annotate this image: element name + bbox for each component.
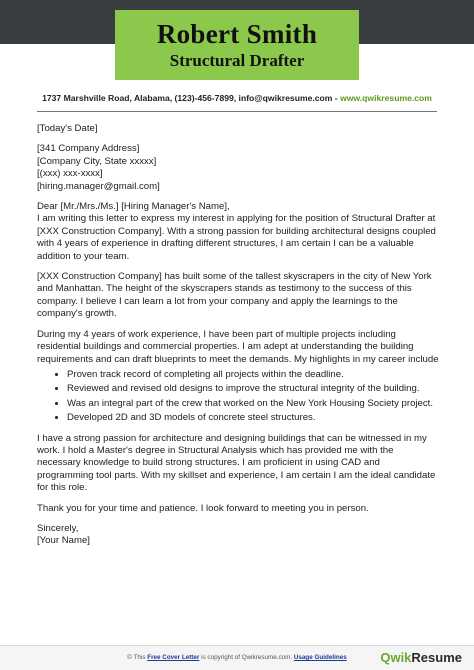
paragraph-qualifications: I have a strong passion for architecture and designing buildings that can be witnessed in my work. I hold a Master's degree in Structural Analysis which has provided me with the necessary knowledge to build strong structures. I am proficient in using CAD and programming tool parts. With my skillset and experience, I am certain I am the ideal candidate for this role.	[37, 432, 436, 494]
header-divider	[37, 111, 437, 112]
salutation: Dear [Mr./Mrs./Ms.] [Hiring Manager's Name],	[37, 201, 230, 213]
paragraph-experience: During my 4 years of work experience, I have been part of multiple projects including residential buildings and commercial properties. I am adept at understanding the building requirements and can draft blueprints to meet the demands. My highlights in my career include	[37, 328, 439, 365]
applicant-name: Robert Smith	[156, 19, 318, 49]
letter-body	[37, 123, 439, 548]
signoff: Sincerely,	[37, 522, 79, 534]
letter-date: [Today's Date]	[37, 123, 98, 134]
footer-divider	[0, 645, 474, 646]
address-line: [341 Company Address]	[37, 143, 140, 155]
list-item: • Proven track record of completing all projects within the deadline.	[67, 369, 439, 381]
list-item: • Reviewed and revised old designs to improve the structural integrity of the building.	[67, 383, 439, 395]
signature-name: [Your Name]	[37, 535, 90, 547]
list-item: • Developed 2D and 3D models of concrete steel structures.	[67, 412, 439, 424]
contact-line	[0, 93, 474, 103]
paragraph-intro: I am writing this letter to express my interest in applying for the position of Structural Drafter at [XXX Construction Company]. With a strong passion for building architectural designs coupled with 4 years of experience in drafting different structures, I am certain I can be a valuable addition to your team.	[37, 213, 436, 262]
copyright-prefix: © This	[127, 654, 148, 661]
usage-guidelines-link[interactable]: Usage Guidelines	[293, 654, 347, 661]
page-footer	[0, 645, 474, 670]
contact-separator: -	[332, 93, 341, 103]
qwikresume-logo[interactable]	[380, 650, 462, 665]
highlights-list	[37, 369, 439, 425]
address-line: [(xxx) xxx-xxxx]	[37, 168, 103, 180]
closing-line: Thank you for your time and patience. I look forward to meeting you in person.	[37, 502, 369, 514]
address-line: [Company City, State xxxxx]	[37, 155, 157, 167]
address-line: [hiring.manager@gmail.com]	[37, 180, 160, 192]
job-title: Structural Drafter	[169, 51, 305, 70]
contact-info: 1737 Marshville Road, Alabama, (123)-456-7899, info@qwikresume.com	[42, 93, 333, 103]
list-item: • Was an integral part of the crew that worked on the New York Housing Society project.	[67, 398, 439, 410]
free-cover-letter-link[interactable]: Free Cover Letter	[147, 654, 200, 661]
logo-part-resume: Resume	[411, 650, 462, 665]
recipient-address	[37, 143, 439, 193]
name-banner	[115, 10, 359, 80]
paragraph-company: [XXX Construction Company] has built some of the tallest skyscrapers in the city of New York and Manhattan. The height of the skyscrapers stands as testimony to the success of this company. I believe I can learn a lot from your company and apply the learnings to the company's growth.	[37, 271, 432, 320]
copyright-middle: is copyright of Qwikresume.com.	[199, 654, 294, 661]
website-link[interactable]: www.qwikresume.com	[340, 93, 432, 103]
logo-part-qwik: Qwik	[380, 650, 412, 665]
